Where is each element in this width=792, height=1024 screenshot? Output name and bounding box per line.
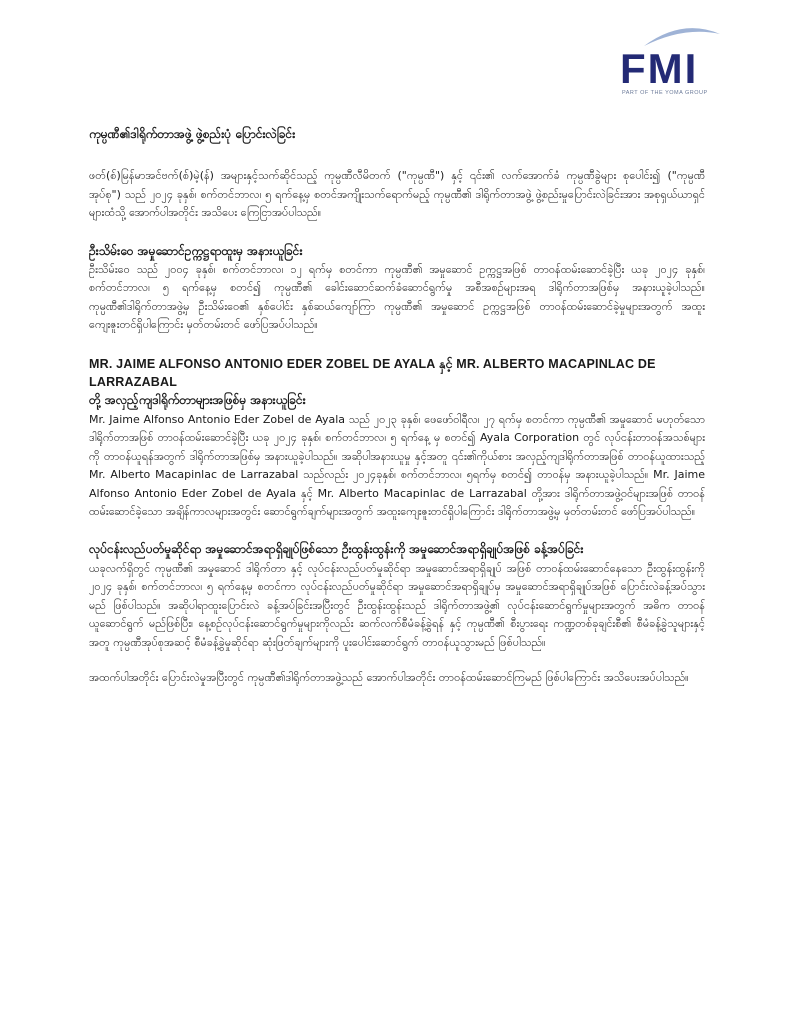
section1-paragraph: ဦးသိမ်းဝေ သည် ၂၀၀၄ ခုနှစ်၊ စက်တင်ဘာလ၊ ၁၂ ရက်မှ စတင်ကာ ကုမ္ပဏီ၏ အမှုဆောင် ဥက္ကဋ္ဌအဖြစ် တာဝန်ထမ်းဆောင်ခဲ့ပြီး ယခု ၂၀၂၄ ခုနှစ်၊ စက်တင်ဘာလ၊ ၅ ရက်နေ့မှ စတင်၍ ကုမ္ပဏီ၏ ခေါင်းဆောင်ဆက်ခံဆောင်ရွက်မှု အစီအစဉ်များအရ ဒါရိုက်တာအဖြစ်မှ အနားယူခဲ့ပါသည်။ ကုမ္ပဏီ၏ဒါရိုက်တာအဖွဲ့မှ ဦးသိမ်းဝေ၏ နှစ်ပေါင်း နှစ်ဆယ်ကျော်ကြာ ကုမ္ပဏီ၏ အမှုဆောင် ဥက္ကဋ္ဌအဖြစ် တာဝန်ထမ်းဆောင်ခဲ့မှုများအတွက် အထူးကျေးဇူးတင်ရှိပါကြောင်း မှတ်တမ်းတင် ဖော်ပြအပ်ပါသည်။: [89, 262, 705, 331]
logo-wordmark: FMI: [620, 45, 699, 92]
fmi-logo: [612, 22, 732, 102]
section3-heading: လုပ်ငန်းလည်ပတ်မှုဆိုင်ရာ အမှုဆောင်အရာရှိချုပ်ဖြစ်သော ဦးထွန်းထွန်းကို အမှုဆောင်အရာရှိချုပ်အဖြစ် ခန့်အပ်ခြင်း: [89, 541, 584, 556]
closing-paragraph: အထက်ပါအတိုင်း ပြောင်းလဲမှုအပြီးတွင် ကုမ္ပဏီ၏ဒါရိုက်တာအဖွဲ့သည် အောက်ပါအတိုင်း တာဝန်ထမ်းဆောင်ကြမည် ဖြစ်ပါကြောင်း အသိပေးအပ်ပါသည်။: [89, 671, 689, 684]
section1-heading: ဦးသိမ်းဝေ အမှုဆောင်ဥက္ကဋ္ဌရာထူးမှ အနားယူခြင်း: [89, 243, 303, 258]
document-title: ကုမ္ပဏီ၏ဒါရိုက်တာအဖွဲ့ ဖွဲ့စည်းပုံ ပြောင်းလဲခြင်း: [89, 127, 296, 141]
section2-heading-line2: တို့ အလှည့်ကျဒါရိုက်တာများအဖြစ်မှ အနားယူခြင်း: [89, 392, 306, 407]
section3-paragraph: ယခုလက်ရှိတွင် ကုမ္ပဏီ၏ အမှုဆောင် ဒါရိုက်တာ နှင့် လုပ်ငန်းလည်ပတ်မှုဆိုင်ရာ အမှုဆောင်အရာရှိချုပ် အဖြစ် တာဝန်ထမ်းဆောင်နေသော ဦးထွန်းထွန်းကို ၂၀၂၄ ခုနှစ်၊ စက်တင်ဘာလ၊ ၅ ရက်နေ့မှ စတင်ကာ လုပ်ငန်းလည်ပတ်မှုဆိုင်ရာ အမှုဆောင်အရာရှိချုပ်မှ အမှုဆောင်အရာရှိချုပ်အဖြစ် ပြောင်းလဲခန့်အပ်သွားမည် ဖြစ်ပါသည်။ အဆိုပါရာထူးပြောင်းလဲ ခန့်အပ်ခြင်းအပြီးတွင် ဦးထွန်းထွန်းသည် ဒါရိုက်တာအဖွဲ့၏ လုပ်ငန်းဆောင်ရွက်မှုများအတွက် အဓိက တာဝန်ယူဆောင်ရွက် မည်ဖြစ်ပြီး၊ နေ့စဉ်လုပ်ငန်းဆောင်ရွက်မှုများကိုလည်း ဆက်လက်စီမံခန့်ခွဲရန် နှင့် ကုမ္ပဏီ၏ စီးပွားရေး ကဏ္ဍတစ်ခုချင်းစီ၏ စီမံခန့်ခွဲသူများနှင့်အတူ ကုမ္ပဏီအုပ်စုအဆင့် စီမံခန့်ခွဲမှုဆိုင်ရာ ဆုံးဖြတ်ချက်များကို ပူးပေါင်းဆောင်ရွက် တာဝန်ယူသွားမည် ဖြစ်ပါသည်။: [89, 561, 705, 649]
section2-paragraph: Mr. Jaime Alfonso Antonio Eder Zobel de Ayala သည် ၂၀၂၃ ခုနှစ်၊ ဖေဖော်ဝါရီလ၊ ၂၇ ရက်မှ စတင်ကာ ကုမ္ပဏီ၏ အမှုဆောင် မဟုတ်သော ဒါရိုက်တာအဖြစ် တာဝန်ထမ်းဆောင်ခဲ့ပြီး ယခု ၂၀၂၄ ခုနှစ်၊ စက်တင်ဘာလ၊ ၅ ရက်နေ့ မှ စတင်၍ Ayala Corporation တွင် လုပ်ငန်းတာဝန်အသစ်များကို တာဝန်ယူရန်အတွက် ဒါရိုက်တာအဖြစ်မှ အနားယူခဲ့ပါသည်။ အဆိုပါအနားယူမှု နှင့်အတူ ၎င်း၏ကိုယ်စား အလှည့်ကျဒါရိုက်တာအဖြစ် တာဝန်ယူထားသည့် Mr. Alberto Macapinlac de Larrazabal သည်လည်း ၂၀၂၄ခုနှစ်၊ စက်တင်ဘာလ၊ ၅ရက်မှ စတင်၍ တာဝန်မှ အနားယူခဲ့ပါသည်။ Mr. Jaime Alfonso Antonio Eder Zobel de Ayala နှင့် Mr. Alberto Macapinlac de Larrazabal တို့အား ဒါရိုက်တာအဖွဲ့ဝင်များအဖြစ် တာဝန်ထမ်းဆောင်ခဲ့သော အချိန်ကာလများအတွင်း ဆောင်ရွက်ချက်များအတွက် အထူးကျေးဇူးတင်ရှိပါကြောင်း ဒါရိုက်တာအဖွဲ့မှ မှတ်တမ်းတင် ဖော်ပြအပ်ပါသည်။: [89, 412, 705, 518]
document-body: [89, 125, 705, 688]
logo-tagline: PART OF THE YOMA GROUP: [622, 90, 708, 96]
section2-heading-line1: MR. JAIME ALFONSO ANTONIO EDER ZOBEL DE AYALA နှင့် MR. ALBERTO MACAPINLAC DE LARRAZABAL: [89, 356, 656, 389]
intro-paragraph: ဖတ်(စ်)မြန်မာအင်ဗက်(စ်)မဲ့(န်) အများနှင့်သက်ဆိုင်သည့် ကုမ္ပဏီလီမိတက် ("ကုမ္ပဏီ") နှင့် ၎င်း၏ လက်အောက်ခံ ကုမ္ပဏီခွဲများ စုပေါင်း၍ ("ကုမ္ပဏီအုပ်စု") သည် ၂၀၂၄ ခုနှစ်၊ စက်တင်ဘာလ၊ ၅ ရက်နေ့မှ စတင်အကျိုးသက်ရောက်မည့် ကုမ္ပဏီ၏ ဒါရိုက်တာအဖွဲ့ ဖွဲ့စည်းမှုပြောင်းလဲခြင်းအား အစုရှယ်ယာရှင်များထံသို့ အောက်ပါအတိုင်း အသိပေး ကြေငြာအပ်ပါသည်။: [89, 169, 705, 219]
